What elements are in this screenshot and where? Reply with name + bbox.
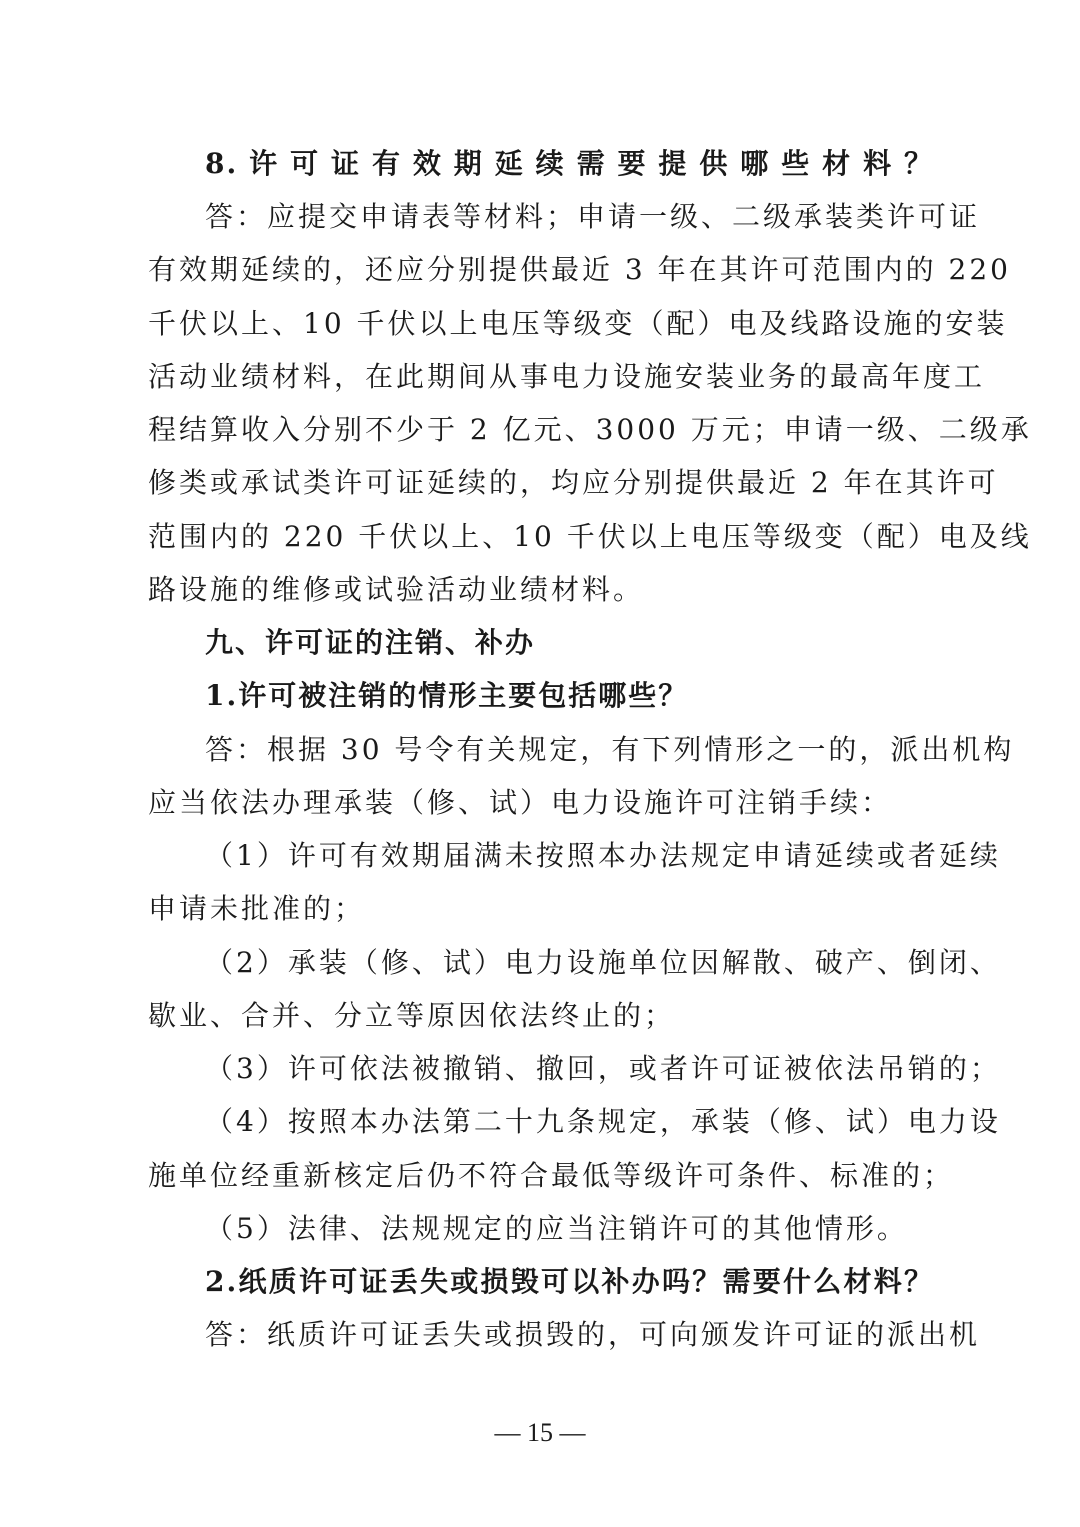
item-2-line-1: （2）承装（修、试）电力设施单位因解散、破产、倒闭、	[205, 946, 1001, 979]
answer-8-line-8: 路设施的维修或试验活动业绩材料。	[148, 573, 645, 606]
question-1-heading: 1.许可被注销的情形主要包括哪些？	[205, 679, 689, 712]
page-number: — 15 —	[494, 1418, 586, 1447]
item-3-line-1: （3）许可依法被撤销、撤回，或者许可证被依法吊销的；	[205, 1052, 1001, 1085]
item-2-line-2: 歇业、合并、分立等原因依法终止的；	[148, 999, 676, 1032]
answer-8-line-4: 活动业绩材料，在此期间从事电力设施安装业务的最高年度工	[148, 360, 986, 393]
answer-8-line-5: 程结算收入分别不少于 2 亿元、3000 万元；申请一级、二级承	[148, 413, 1032, 446]
answer-2-line-1: 答：纸质许可证丢失或损毁的，可向颁发许可证的派出机	[205, 1318, 981, 1351]
item-5-line-1: （5）法律、法规规定的应当注销许可的其他情形。	[205, 1212, 908, 1245]
answer-1-line-2: 应当依法办理承装（修、试）电力设施许可注销手续：	[148, 786, 893, 819]
item-4-line-1: （4）按照本办法第二十九条规定，承装（修、试）电力设	[205, 1105, 1001, 1138]
answer-8-line-3: 千伏以上、10 千伏以上电压等级变（配）电及线路设施的安装	[148, 307, 1008, 340]
question-8-heading: 8.许可证有效期延续需要提供哪些材料？	[205, 147, 934, 180]
item-1-line-1: （1）许可有效期届满未按照本办法规定申请延续或者延续	[205, 839, 1001, 872]
question-2-heading: 2.纸质许可证丢失或损毁可以补办吗？需要什么材料？	[205, 1265, 934, 1298]
section-9-heading: 九、许可证的注销、补办	[205, 626, 536, 659]
answer-8-line-1: 答：应提交申请表等材料；申请一级、二级承装类许可证	[205, 200, 981, 233]
item-4-line-2: 施单位经重新核定后仍不符合最低等级许可条件、标准的；	[148, 1159, 955, 1192]
item-1-line-2: 申请未批准的；	[148, 892, 366, 925]
answer-1-line-1: 答：根据 30 号令有关规定，有下列情形之一的，派出机构	[205, 733, 1015, 766]
answer-8-line-7: 范围内的 220 千伏以上、10 千伏以上电压等级变（配）电及线	[148, 520, 1032, 553]
answer-8-line-6: 修类或承试类许可证延续的，均应分别提供最近 2 年在其许可	[148, 466, 999, 499]
answer-8-line-2: 有效期延续的，还应分别提供最近 3 年在其许可范围内的 220	[148, 253, 1011, 286]
